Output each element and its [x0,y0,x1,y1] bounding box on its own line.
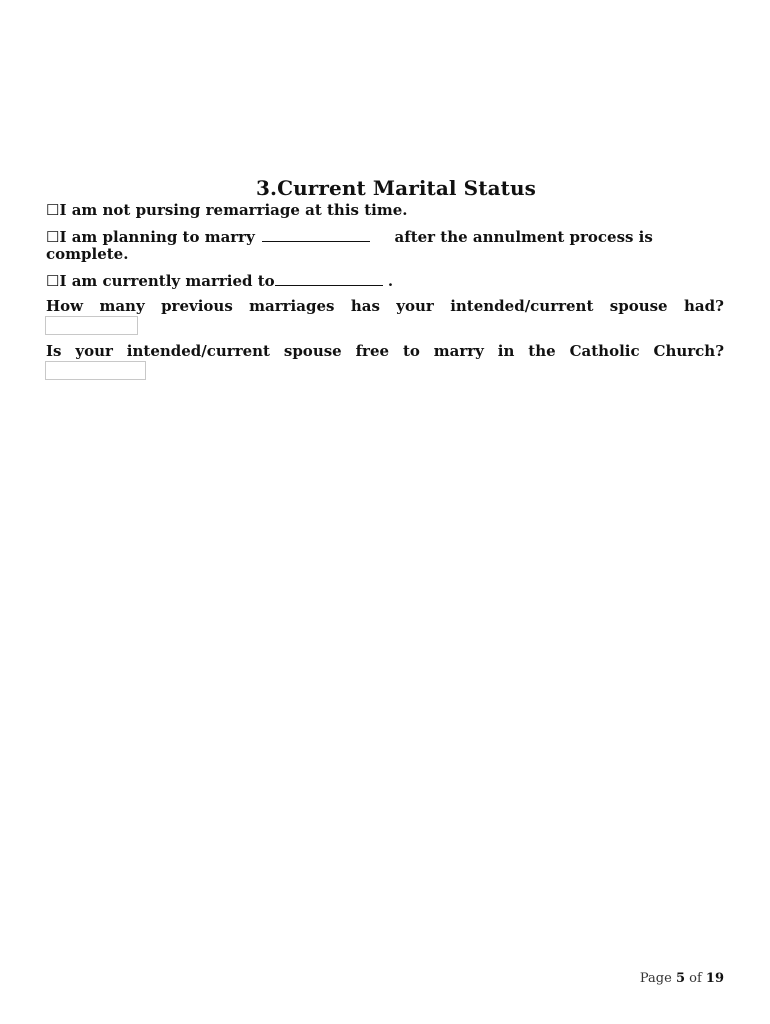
q2-word: to [402,342,420,360]
section-title: 3.Current Marital Status [256,176,536,200]
q2-word: spouse [283,342,342,360]
option-currently-married [46,271,393,290]
q2-word: free [355,342,390,360]
q2-word: marry [433,342,484,360]
option-married-label-before: I am currently married to [59,272,275,290]
q1-word: How [46,297,84,315]
q2-word: in [497,342,515,360]
question-previous-marriages [46,297,724,315]
option-planning-continuation: complete. [46,245,129,263]
q1-word: has [350,297,380,315]
option-planning-label-before: I am planning to marry [59,228,255,246]
q2-word: intended/current [126,342,270,360]
intended-spouse-name-blank[interactable] [262,227,370,242]
q2-word: Catholic [569,342,640,360]
checkbox-not-pursuing[interactable]: ☐ [46,201,60,219]
q1-word: intended/current [450,297,594,315]
checkbox-planning-to-marry[interactable]: ☐ [46,228,60,246]
q1-word: spouse [609,297,668,315]
q1-word: many [99,297,145,315]
option-not-pursuing [46,201,407,219]
q2-word: Is [46,342,62,360]
previous-marriages-field[interactable] [45,316,138,335]
page-footer [640,971,724,986]
current-spouse-name-blank[interactable] [275,271,383,286]
option-planning-to-marry [46,227,653,246]
page-label: Page [639,971,672,986]
q1-word: marriages [249,297,335,315]
total-pages-number: 19 [705,971,724,986]
of-label: of [689,971,702,986]
q2-word: the [528,342,556,360]
free-to-marry-field[interactable] [45,361,146,380]
current-page-number: 5 [675,971,685,986]
option-not-pursuing-label: I am not pursing remarriage at this time. [59,201,408,219]
checkbox-currently-married[interactable]: ☐ [46,272,60,290]
question-free-to-marry [46,342,724,360]
q1-word: previous [161,297,233,315]
option-married-label-after: . [387,272,394,290]
q1-word: your [396,297,434,315]
q1-word: had? [683,297,724,315]
q2-word: Church? [653,342,724,360]
option-planning-label-after: after the annulment process is [394,228,653,246]
q2-word: your [75,342,113,360]
